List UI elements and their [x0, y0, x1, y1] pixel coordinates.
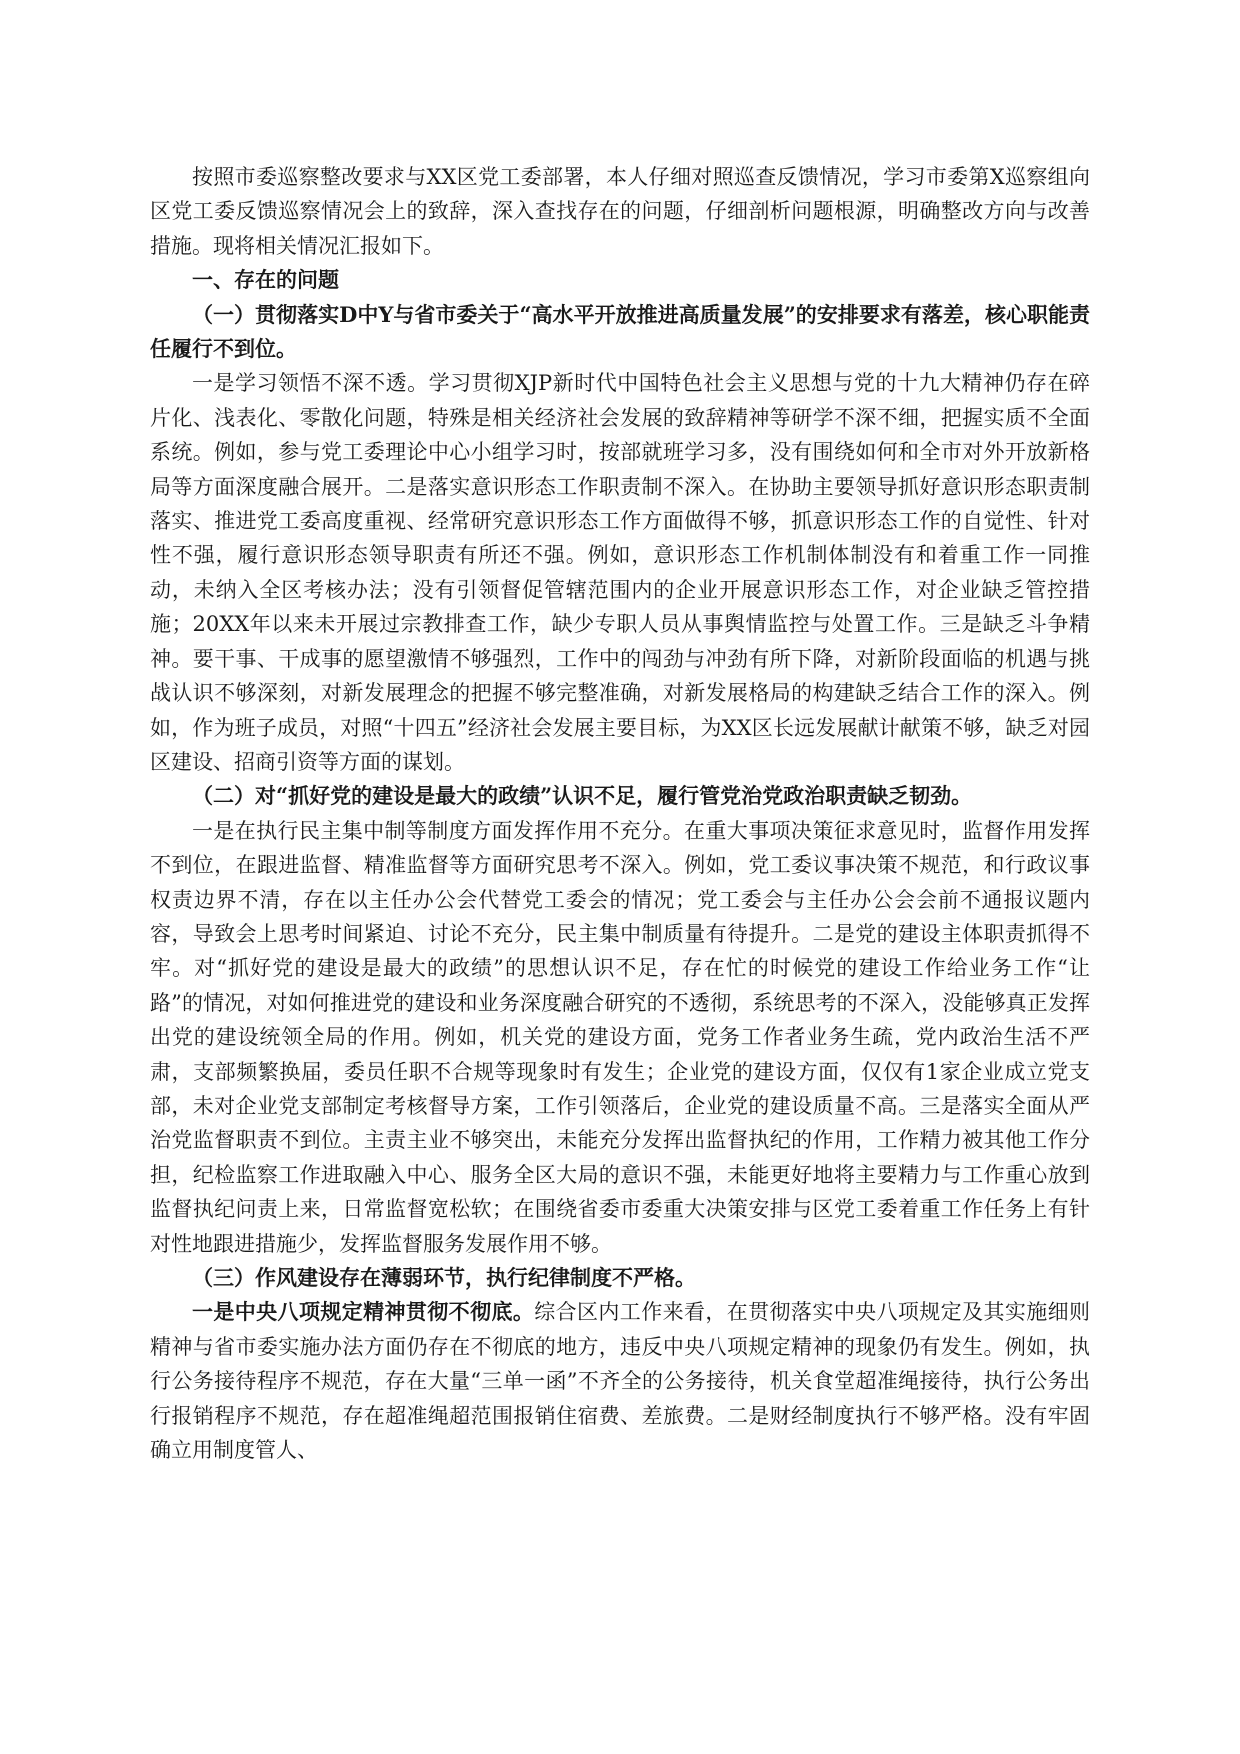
subsection-3-body — [150, 1295, 1090, 1467]
subsection-heading-1: （一）贯彻落实D中Y与省市委关于“高水平开放推进高质量发展”的安排要求有落差，核心职能责任履行不到位。 — [150, 301, 1090, 362]
intro-paragraph: 按照市委巡察整改要求与XX区党工委部署，本人仔细对照巡查反馈情况，学习市委第X巡察组向区党工委反馈巡察情况会上的致辞，深入查找存在的问题，仔细剖析问题根源，明确整改方向与改善措施。现将相关情况汇报如下。 — [150, 165, 1090, 258]
subsection-1-body: 一是学习领悟不深不透。学习贯彻XJP新时代中国特色社会主义思想与党的十九大精神仍存在碎片化、浅表化、零散化问题，特殊是相关经济社会发展的致辞精神等研学不深不细，把握实质不全面系统。例如，参与党工委理论中心小组学习时，按部就班学习多，没有围绕如何和全市对外开放新格局等方面深度融合展开。二是落实意识形态工作职责制不深入。在协助主要领导抓好意识形态职责制落实、推进党工委高度重视、经常研究意识形态工作方面做得不够，抓意识形态工作的自觉性、针对性不强，履行意识形态领导职责有所还不强。例如，意识形态工作机制体制没有和着重工作一同推动，未纳入全区考核办法；没有引领督促管辖范围内的企业开展意识形态工作，对企业缺乏管控措施；20XX年以来未开展过宗教排查工作，缺少专职人员从事舆情监控与处置工作。三是缺乏斗争精神。要干事、干成事的愿望激情不够强烈，工作中的闯劲与冲劲有所下降，对新阶段面临的机遇与挑战认识不够深刻，对新发展理念的把握不够完整准确，对新发展格局的构建缺乏结合工作的深入。例如，作为班子成员，对照“十四五”经济社会发展主要目标，为XX区长远发展献计献策不够，缺乏对园区建设、招商引资等方面的谋划。 — [150, 371, 1090, 774]
subsection-2-body: 一是在执行民主集中制等制度方面发挥作用不充分。在重大事项决策征求意见时，监督作用发挥不到位，在跟进监督、精准监督等方面研究思考不深入。例如，党工委议事决策不规范，和行政议事权责边界不清，存在以主任办公会代替党工委会的情况；党工委会与主任办公会会前不通报议题内容，导致会上思考时间紧迫、讨论不充分，民主集中制质量有待提升。二是党的建设主体职责抓得不牢。对“抓好党的建设是最大的政绩”的思想认识不足，存在忙的时候党的建设工作给业务工作“让路”的情况，对如何推进党的建设和业务深度融合研究的不透彻，系统思考的不深入，没能够真正发挥出党的建设统领全局的作用。例如，机关党的建设方面，党务工作者业务生疏，党内政治生活不严肃，支部频繁换届，委员任职不合规等现象时有发生；企业党的建设方面，仅仅有1家企业成立党支部，未对企业党支部制定考核督导方案，工作引领落后，企业党的建设质量不高。三是落实全面从严治党监督职责不到位。主责主业不够突出，未能充分发挥出监督执纪的作用，工作精力被其他工作分担，纪检监察工作进取融入中心、服务全区大局的意识不强，未能更好地将主要精力与工作重心放到监督执纪问责上来，日常监督宽松软；在围绕省委市委重大决策安排与区党工委着重工作任务上有针对性地跟进措施少，发挥监督服务发展作用不够。 — [150, 818, 1090, 1256]
section-heading-problems: 一、存在的问题 — [192, 267, 339, 293]
subsection-heading-2: （二）对“抓好党的建设是最大的政绩”认识不足，履行管党治党政治职责缺乏韧劲。 — [192, 783, 973, 809]
subsection-heading-3: （三）作风建设存在薄弱环节，执行纪律制度不严格。 — [192, 1265, 696, 1290]
subsection-3-text: 综合区内工作来看，在贯彻落实中央八项规定及其实施细则精神与省市委实施办法方面仍存在不彻底的地方，违反中央八项规定精神的现象仍有发生。例如，执行公务接待程序不规范，存在大量“三单一函”不齐全的公务接待，机关食堂超准绳接待，执行公务出行报销程序不规范，存在超准绳超范围报销住宿费、差旅费。二是财经制度执行不够严格。没有牢固确立用制度管人、 — [150, 1300, 1091, 1463]
document-page — [150, 160, 1090, 1467]
subsection-3-lead: 一是中央八项规定精神贯彻不彻底。 — [192, 1299, 535, 1325]
